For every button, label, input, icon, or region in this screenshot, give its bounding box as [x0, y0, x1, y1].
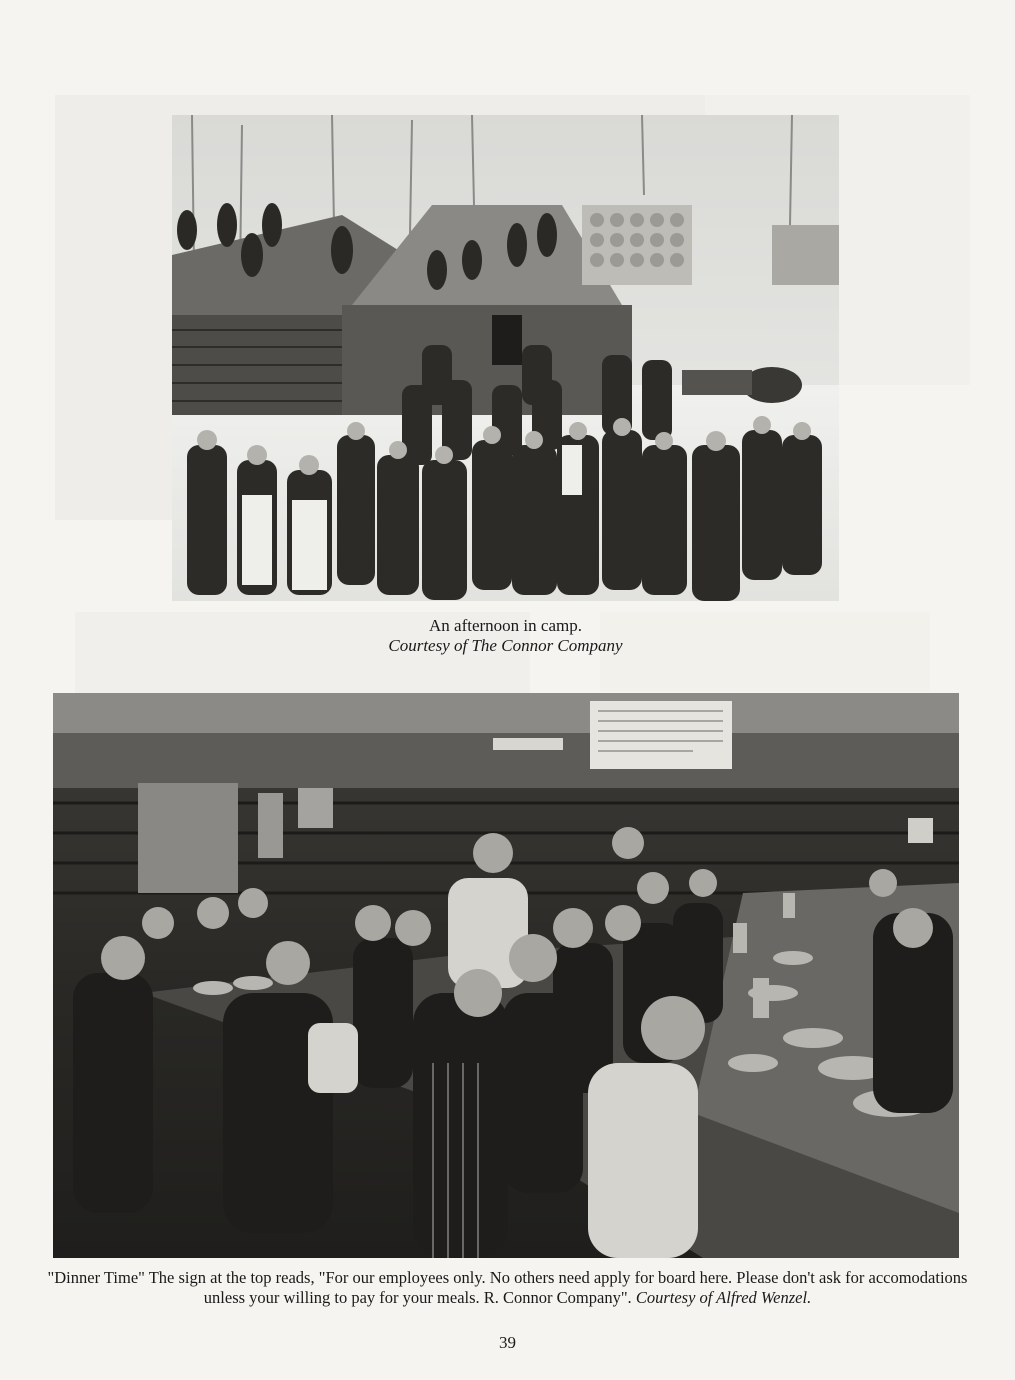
dinner-photo-credit: Courtesy of Alfred Wenzel.: [635, 1288, 812, 1307]
page-number: 39: [499, 1333, 516, 1352]
dinner-photo-caption: "Dinner Time" The sign at the top reads, "For our employees only. No others need apply for board here. Please don't ask for accomodations unless your willing to pay for your meals. R. Connor Company".: [47, 1268, 968, 1307]
dinner-photo-image: [53, 693, 959, 1258]
camp-photo: [172, 115, 839, 601]
dinner-photo-caption-block: [40, 1268, 975, 1308]
camp-photo-image: [172, 115, 839, 601]
camp-photo-caption: An afternoon in camp.: [429, 616, 582, 635]
camp-photo-credit: Courtesy of The Connor Company: [388, 636, 623, 655]
dinner-photo: [53, 693, 959, 1258]
